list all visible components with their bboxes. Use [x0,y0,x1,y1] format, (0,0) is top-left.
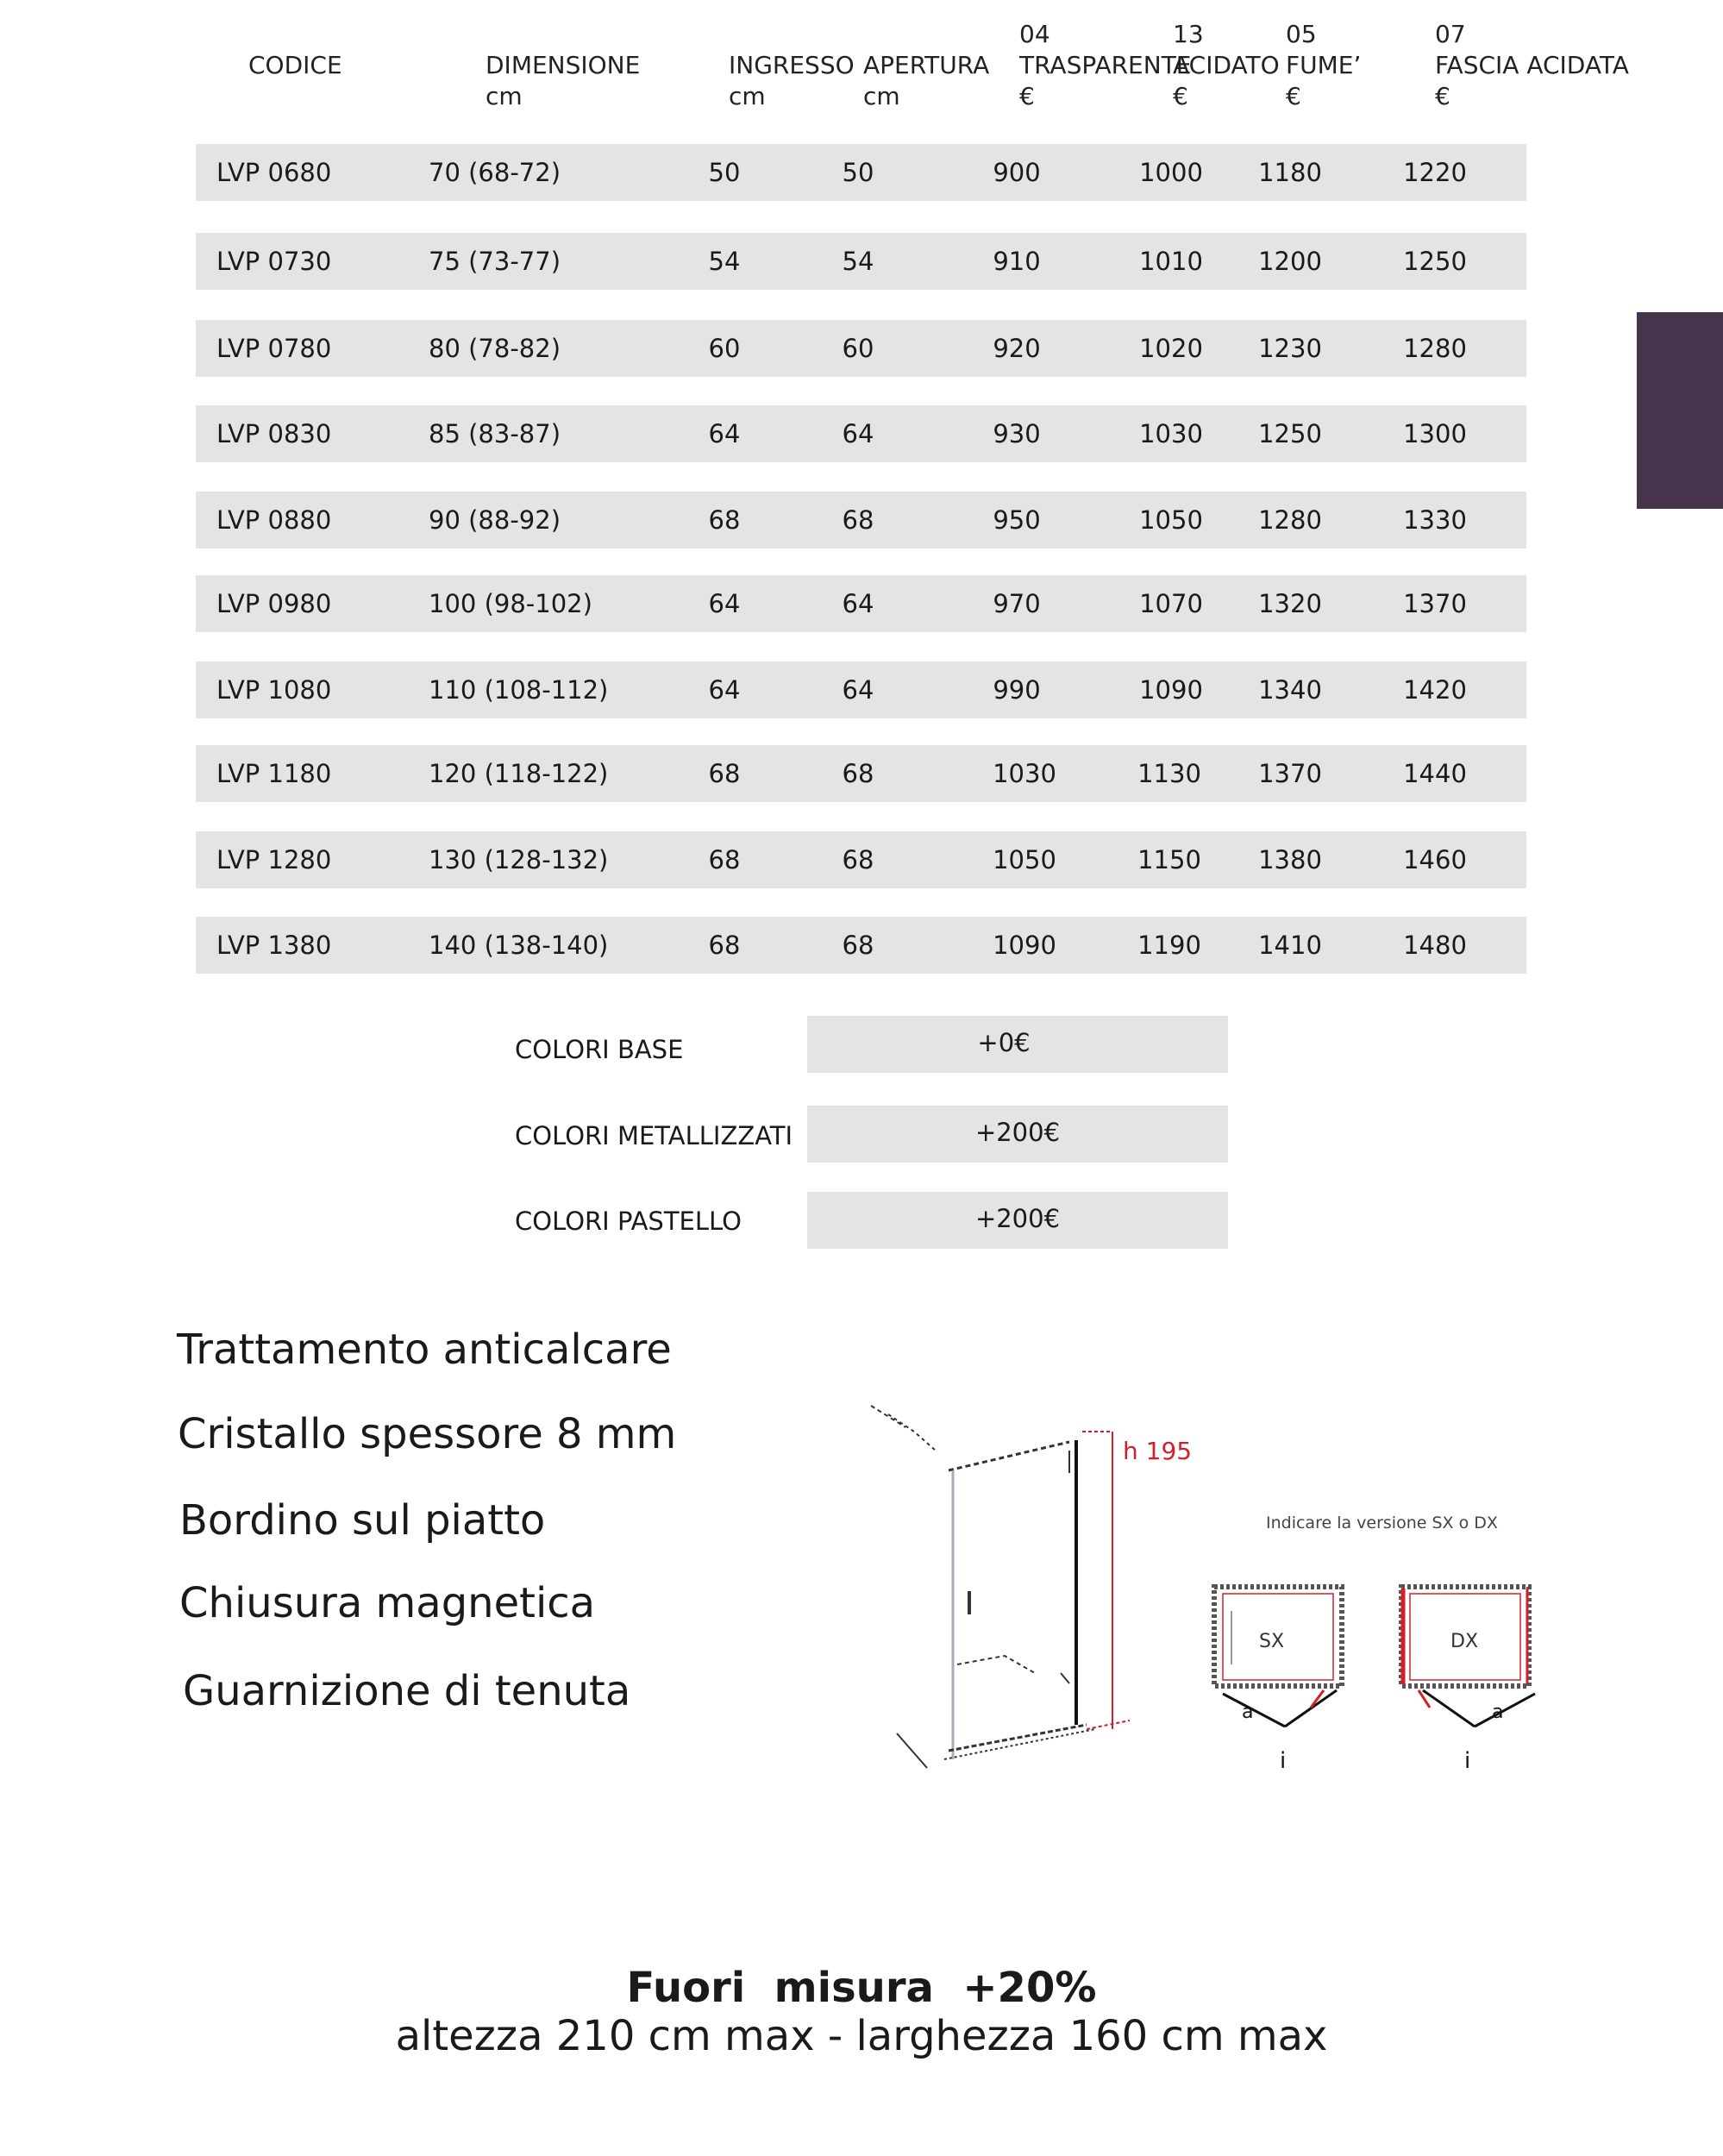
cell-fume: 1370 [1258,759,1322,788]
out-of-size-title: Fuori misura +20% [626,1964,1097,2012]
cell-dimensione: 100 (98-102) [429,589,592,618]
color-price: +200€ [974,1118,1061,1147]
cell-fume: 1280 [1258,505,1322,535]
table-row [196,917,1526,974]
cell-fume: 1380 [1258,845,1322,874]
table-row [196,233,1526,290]
cell-fascia-acidata: 1370 [1403,589,1467,618]
cell-apertura: 68 [842,931,874,960]
cell-ingresso: 68 [708,759,741,788]
cell-acidato: 1020 [1139,334,1203,363]
cell-fume: 1200 [1258,247,1322,276]
cell-fascia-acidata: 1300 [1403,419,1467,448]
table-row [196,144,1526,201]
cell-ingresso: 68 [708,505,741,535]
table-row [196,492,1526,548]
cell-trasparente: 930 [993,419,1041,448]
cell-ingresso: 60 [708,334,741,363]
color-label: COLORI BASE [515,1035,684,1064]
cell-acidato: 1000 [1139,158,1203,187]
table-row [196,661,1526,718]
cell-dimensione: 140 (138-140) [429,931,609,960]
color-label: COLORI PASTELLO [515,1206,742,1236]
feature-item: Chiusura magnetica [179,1579,596,1627]
cell-apertura: 68 [842,845,874,874]
cell-ingresso: 50 [708,158,741,187]
color-price: +0€ [977,1028,1031,1057]
cell-apertura: 64 [842,589,874,618]
cell-fascia-acidata: 1480 [1403,931,1467,960]
cell-ingresso: 68 [708,845,741,874]
sx-bottom-letter: i [1280,1748,1287,1774]
cell-trasparente: 1030 [993,759,1056,788]
shower-diagram [854,1388,1561,1785]
cell-fascia-acidata: 1330 [1403,505,1467,535]
cell-dimensione: 85 (83-87) [429,419,561,448]
cell-trasparente: 990 [993,675,1041,705]
cell-codice: LVP 1280 [216,845,332,874]
cell-apertura: 50 [842,158,874,187]
dx-bottom-letter: i [1464,1748,1471,1774]
cell-acidato: 1190 [1137,931,1201,960]
cell-acidato: 1070 [1139,589,1203,618]
height-label: h 195 [1123,1437,1193,1465]
out-of-size-limits: altezza 210 cm max - larghezza 160 cm max [395,2012,1328,2060]
feature-item: Bordino sul piatto [179,1496,546,1545]
color-price: +200€ [974,1204,1061,1233]
cell-apertura: 60 [842,334,874,363]
cell-codice: LVP 0780 [216,334,332,363]
feature-item: Guarnizione di tenuta [183,1667,631,1715]
cell-codice: LVP 0730 [216,247,332,276]
color-price-box [807,1016,1228,1073]
cell-apertura: 64 [842,675,874,705]
sx-letter: a [1242,1702,1254,1723]
side-tab [1637,312,1723,509]
cell-trasparente: 1050 [993,845,1056,874]
cell-fascia-acidata: 1250 [1403,247,1467,276]
table-row [196,745,1526,802]
cell-codice: LVP 1080 [216,675,332,705]
cell-ingresso: 64 [708,589,741,618]
table-row [196,405,1526,462]
table-row [196,320,1526,377]
cell-acidato: 1050 [1139,505,1203,535]
cell-fume: 1410 [1258,931,1322,960]
cell-dimensione: 120 (118-122) [429,759,609,788]
door-sketch-icon [871,1406,1095,1768]
cell-apertura: 64 [842,419,874,448]
cell-trasparente: 950 [993,505,1041,535]
cell-dimensione: 130 (128-132) [429,845,609,874]
dx-letter: a [1492,1702,1504,1723]
cell-fume: 1230 [1258,334,1322,363]
cell-codice: LVP 0680 [216,158,332,187]
cell-fascia-acidata: 1280 [1403,334,1467,363]
cell-ingresso: 64 [708,675,741,705]
cell-acidato: 1030 [1139,419,1203,448]
cell-ingresso: 68 [708,931,741,960]
cell-trasparente: 970 [993,589,1041,618]
cell-acidato: 1150 [1137,845,1201,874]
version-note: Indicare la versione SX o DX [1266,1514,1498,1532]
cell-trasparente: 1090 [993,931,1056,960]
feature-item: Trattamento anticalcare [177,1326,672,1374]
cell-apertura: 68 [842,759,874,788]
height-indicator [1082,1432,1130,1729]
cell-fume: 1250 [1258,419,1322,448]
cell-trasparente: 900 [993,158,1041,187]
cell-fume: 1340 [1258,675,1322,705]
color-label: COLORI METALLIZZATI [515,1121,793,1150]
dx-label: DX [1450,1631,1479,1652]
cell-dimensione: 70 (68-72) [429,158,561,187]
feature-item: Cristallo spessore 8 mm [178,1410,677,1458]
table-row [196,831,1526,888]
cell-dimensione: 80 (78-82) [429,334,561,363]
cell-dimensione: 110 (108-112) [429,675,609,705]
cell-ingresso: 64 [708,419,741,448]
cell-ingresso: 54 [708,247,741,276]
cell-fascia-acidata: 1460 [1403,845,1467,874]
dx-layout-icon [1401,1587,1535,1727]
sx-label: SX [1259,1631,1285,1652]
cell-apertura: 54 [842,247,874,276]
cell-fascia-acidata: 1440 [1403,759,1467,788]
cell-fume: 1320 [1258,589,1322,618]
cell-dimensione: 75 (73-77) [429,247,561,276]
cell-apertura: 68 [842,505,874,535]
cell-codice: LVP 0980 [216,589,332,618]
cell-codice: LVP 1180 [216,759,332,788]
cell-trasparente: 910 [993,247,1041,276]
cell-codice: LVP 0830 [216,419,332,448]
cell-dimensione: 90 (88-92) [429,505,561,535]
cell-fascia-acidata: 1220 [1403,158,1467,187]
color-price-box [807,1106,1228,1163]
cell-acidato: 1090 [1139,675,1203,705]
cell-codice: LVP 1380 [216,931,332,960]
cell-acidato: 1010 [1139,247,1203,276]
cell-acidato: 1130 [1137,759,1201,788]
table-row [196,575,1526,632]
color-price-box [807,1192,1228,1249]
cell-codice: LVP 0880 [216,505,332,535]
sx-layout-icon [1214,1587,1342,1727]
cell-fume: 1180 [1258,158,1322,187]
cell-fascia-acidata: 1420 [1403,675,1467,705]
cell-trasparente: 920 [993,334,1041,363]
